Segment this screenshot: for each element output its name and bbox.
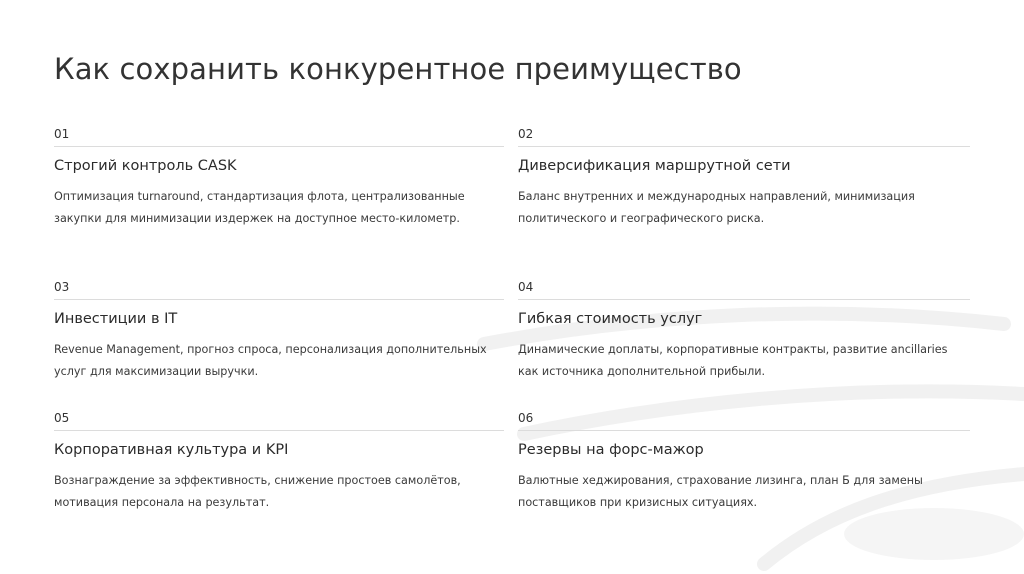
item-description: Вознаграждение за эффективность, снижение простоев самолётов, мотивация персонала на результат. <box>54 474 461 509</box>
item-card-02 <box>518 126 970 230</box>
slide-title: Как сохранить конкурентное преимущество <box>54 52 742 86</box>
item-description: Баланс внутренних и международных направлений, минимизация политического и географического риска. <box>518 190 915 225</box>
divider <box>54 299 504 300</box>
item-number: 05 <box>54 411 70 425</box>
item-number: 06 <box>518 411 534 425</box>
item-description: Валютные хеджирования, страхование лизинга, план Б для замены поставщиков при кризисных ситуациях. <box>518 474 923 509</box>
item-card-06 <box>518 410 970 514</box>
item-number: 04 <box>518 280 534 294</box>
item-number: 01 <box>54 127 70 141</box>
item-number: 03 <box>54 280 70 294</box>
item-description: Динамические доплаты, корпоративные контракты, развитие ancillaries как источника дополнительной прибыли. <box>518 343 948 378</box>
item-heading: Гибкая стоимость услуг <box>518 311 703 327</box>
divider <box>54 146 504 147</box>
item-card-01 <box>54 126 504 230</box>
item-heading: Корпоративная культура и KPI <box>54 442 289 458</box>
item-description: Revenue Management, прогноз спроса, персонализация дополнительных услуг для максимизации выручки. <box>54 343 487 378</box>
item-heading: Диверсификация маршрутной сети <box>518 158 791 174</box>
item-heading: Инвестиции в IT <box>54 311 178 327</box>
divider <box>518 299 970 300</box>
divider <box>518 430 970 431</box>
item-card-04 <box>518 279 970 383</box>
item-description: Оптимизация turnaround, стандартизация флота, централизованные закупки для минимизации издержек на доступное место-километр. <box>54 190 465 225</box>
item-card-05 <box>54 410 504 514</box>
item-card-03 <box>54 279 504 383</box>
item-number: 02 <box>518 127 534 141</box>
item-heading: Резервы на форс-мажор <box>518 442 704 458</box>
divider <box>54 430 504 431</box>
divider <box>518 146 970 147</box>
item-heading: Строгий контроль CASK <box>54 158 237 174</box>
